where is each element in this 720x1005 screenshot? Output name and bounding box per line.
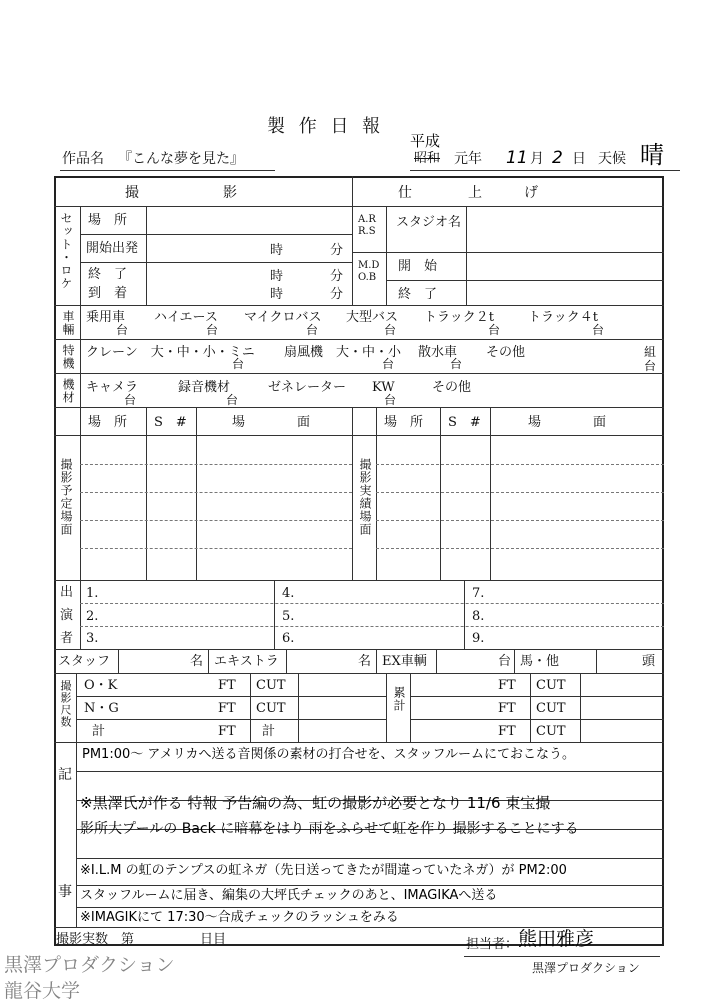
cast-6: 6.: [282, 631, 295, 646]
extra-label: エキストラ: [214, 654, 279, 669]
vehicle-unit: 台: [116, 323, 129, 337]
cast-1: 1.: [86, 586, 99, 601]
equip-4: KW: [372, 380, 395, 395]
vehicle-unit: 台: [306, 323, 319, 337]
note-line-1: PM1:00〜 アメリカへ送る音関係の素材の打合せを、スタッフルームにておこなう。: [82, 747, 575, 762]
horse-label: 馬・他: [520, 654, 560, 669]
vehicle-6: トラック４t: [528, 310, 598, 325]
vehicle-2: ハイエース: [154, 310, 218, 325]
special-unit-set: 組: [644, 345, 657, 359]
cast-2: 2.: [86, 609, 99, 624]
cut-label: CUT: [256, 701, 286, 716]
footage-label: 撮影尺数: [59, 680, 72, 728]
company-footer: 黒澤プロダクション: [532, 961, 640, 975]
watermark-line-1: 黒澤プロダクション: [4, 954, 175, 976]
month-label: 月: [530, 151, 544, 167]
ex-car-label: EX車輌: [382, 654, 427, 669]
plan-col-scene: 場 面: [232, 415, 311, 430]
end-label: 終 了: [88, 267, 128, 282]
weather-value: 晴: [640, 141, 664, 169]
note-line-4: ※I.L.M の虹のテンプスの虹ネガ（先日送ってきたが間違っていたネガ）が PM2:00: [80, 863, 567, 878]
month-value: 11: [506, 148, 528, 168]
day-value: 2: [552, 148, 563, 168]
shoot-header: 撮 影: [125, 185, 237, 201]
studio-label: スタジオ名: [396, 215, 462, 230]
equip-unit: 台: [384, 393, 397, 407]
depart-label: 開始出発: [86, 241, 139, 256]
end-hour: 時: [270, 269, 284, 284]
cum-ft-unit: FT: [498, 701, 516, 716]
signature-underline: [464, 956, 660, 957]
equip-5: その他: [432, 380, 472, 395]
cast-label-3: 者: [60, 631, 74, 646]
vehicle-unit: 台: [206, 323, 219, 337]
film-total: 計: [92, 724, 106, 739]
special-unit: 台: [450, 357, 463, 371]
vehicle-unit: 台: [488, 323, 501, 337]
arrive-minute: 分: [330, 287, 344, 302]
place-label: 場 所: [88, 213, 128, 228]
actual-col-scene: 場 面: [528, 415, 607, 430]
vehicle-unit: 台: [384, 323, 397, 337]
vehicle-3: マイクロバス: [244, 310, 322, 325]
film-ng: N・G: [84, 701, 119, 716]
cum-ft-unit: FT: [498, 724, 516, 739]
plan-scenes-label: 撮影予定場面: [59, 458, 73, 536]
finish-header: 仕 上 げ: [398, 185, 538, 201]
cast-5: 5.: [282, 609, 295, 624]
actual-col-s: S #: [448, 415, 481, 430]
era-handwritten: 平成: [410, 132, 441, 150]
work-label: 作品名: [62, 151, 104, 167]
watermark-line-2: 龍谷大学: [4, 980, 81, 1002]
work-name: 『こんな夢を見た』: [118, 151, 244, 167]
special-4: その他: [486, 345, 526, 360]
vehicles-label: 車輛: [61, 310, 75, 336]
ft-unit: FT: [218, 701, 236, 716]
date-underline: [410, 170, 680, 171]
vehicle-unit: 台: [592, 323, 605, 337]
note-line-6: ※IMAGIKにて 17:30〜合成チェックのラッシュをみる: [80, 910, 399, 925]
equip-unit: 台: [226, 393, 239, 407]
staff-unit: 名: [190, 654, 204, 669]
vehicle-4: 大型バス: [346, 310, 399, 325]
equipment-label: 機材: [61, 378, 75, 404]
arrive-hour: 時: [270, 287, 284, 302]
special-unit: 台: [382, 357, 395, 371]
person-label: 担当者：: [466, 937, 519, 952]
special-1: クレーン 大・中・小・ミニ: [86, 345, 255, 360]
actual-col-place: 場 所: [384, 415, 424, 430]
equip-2: 録音機材: [178, 380, 231, 395]
cast-8: 8.: [472, 609, 485, 624]
equip-3: ゼネレーター: [268, 380, 347, 395]
shoot-days-label: 撮影実数 第: [56, 932, 135, 947]
year: 元年: [454, 151, 482, 167]
start-label: 開 始: [398, 259, 438, 274]
page-title: 製 作 日 報: [267, 116, 385, 137]
notes-label-ji: 事: [58, 884, 72, 900]
cast-7: 7.: [472, 586, 485, 601]
horse-unit: 頭: [642, 654, 656, 669]
day-label: 日: [572, 151, 586, 167]
cumulative-label: 累計: [392, 686, 406, 712]
cum-cut-label: CUT: [536, 724, 566, 739]
equip-unit: 台: [124, 393, 137, 407]
special-label: 特機: [61, 344, 75, 370]
mdob-label: M.D O.B: [358, 260, 380, 283]
arrs-label: A.R R.S: [358, 214, 376, 237]
ft-unit: FT: [218, 724, 236, 739]
weather-label: 天候: [598, 151, 626, 167]
depart-hour: 時: [270, 243, 284, 258]
ft-unit: FT: [218, 678, 236, 693]
cast-9: 9.: [472, 631, 485, 646]
cum-cut-label: CUT: [536, 678, 566, 693]
actual-scenes-label: 撮影実績場面: [358, 458, 372, 536]
cut-label: CUT: [256, 678, 286, 693]
equip-1: キャメラ: [86, 380, 139, 395]
person-name: 熊田雅彦: [518, 928, 595, 950]
set-loc-label: セット・ロケ: [59, 212, 73, 290]
depart-minute: 分: [330, 243, 344, 258]
cum-cut-label: CUT: [536, 701, 566, 716]
staff-label: スタッフ: [58, 654, 111, 669]
vehicle-1: 乗用車: [86, 310, 126, 325]
special-3: 散水車: [418, 345, 458, 360]
note-line-5: スタッフルームに届き、編集の大坪氏チェックのあと、IMAGIKAへ送る: [80, 888, 498, 903]
finish-end-label: 終 了: [398, 287, 438, 302]
end-minute: 分: [330, 269, 344, 284]
arrive-label: 到 着: [88, 286, 128, 301]
plan-col-s: S #: [154, 415, 187, 430]
ex-car-unit: 台: [498, 654, 512, 669]
cum-ft-unit: FT: [498, 678, 516, 693]
cast-label-1: 出: [60, 585, 74, 600]
cast-3: 3.: [86, 631, 99, 646]
shoot-days-unit: 日目: [200, 932, 227, 947]
special-unit: 台: [232, 357, 245, 371]
vehicle-5: トラック２t: [424, 310, 494, 325]
cast-4: 4.: [282, 586, 295, 601]
special-2: 扇風機 大・中・小: [284, 345, 402, 360]
extra-unit: 名: [358, 654, 372, 669]
notes-label-ki: 記: [58, 767, 72, 783]
note-line-2: ※黒澤氏が作る 特報 予告編の為、虹の撮影が必要となり 11/6 東宝撮: [80, 794, 551, 812]
note-line-3: 影所大プールの Back に暗幕をはり 雨をふらせて虹を作り 撮影することにする: [80, 821, 579, 837]
special-unit: 台: [644, 359, 657, 373]
work-underline: [60, 170, 275, 171]
cut-total: 計: [262, 724, 276, 739]
film-ok: O・K: [84, 678, 118, 693]
plan-col-place: 場 所: [88, 415, 128, 430]
cast-label-2: 演: [60, 608, 74, 623]
era-print: 昭和: [414, 151, 441, 166]
